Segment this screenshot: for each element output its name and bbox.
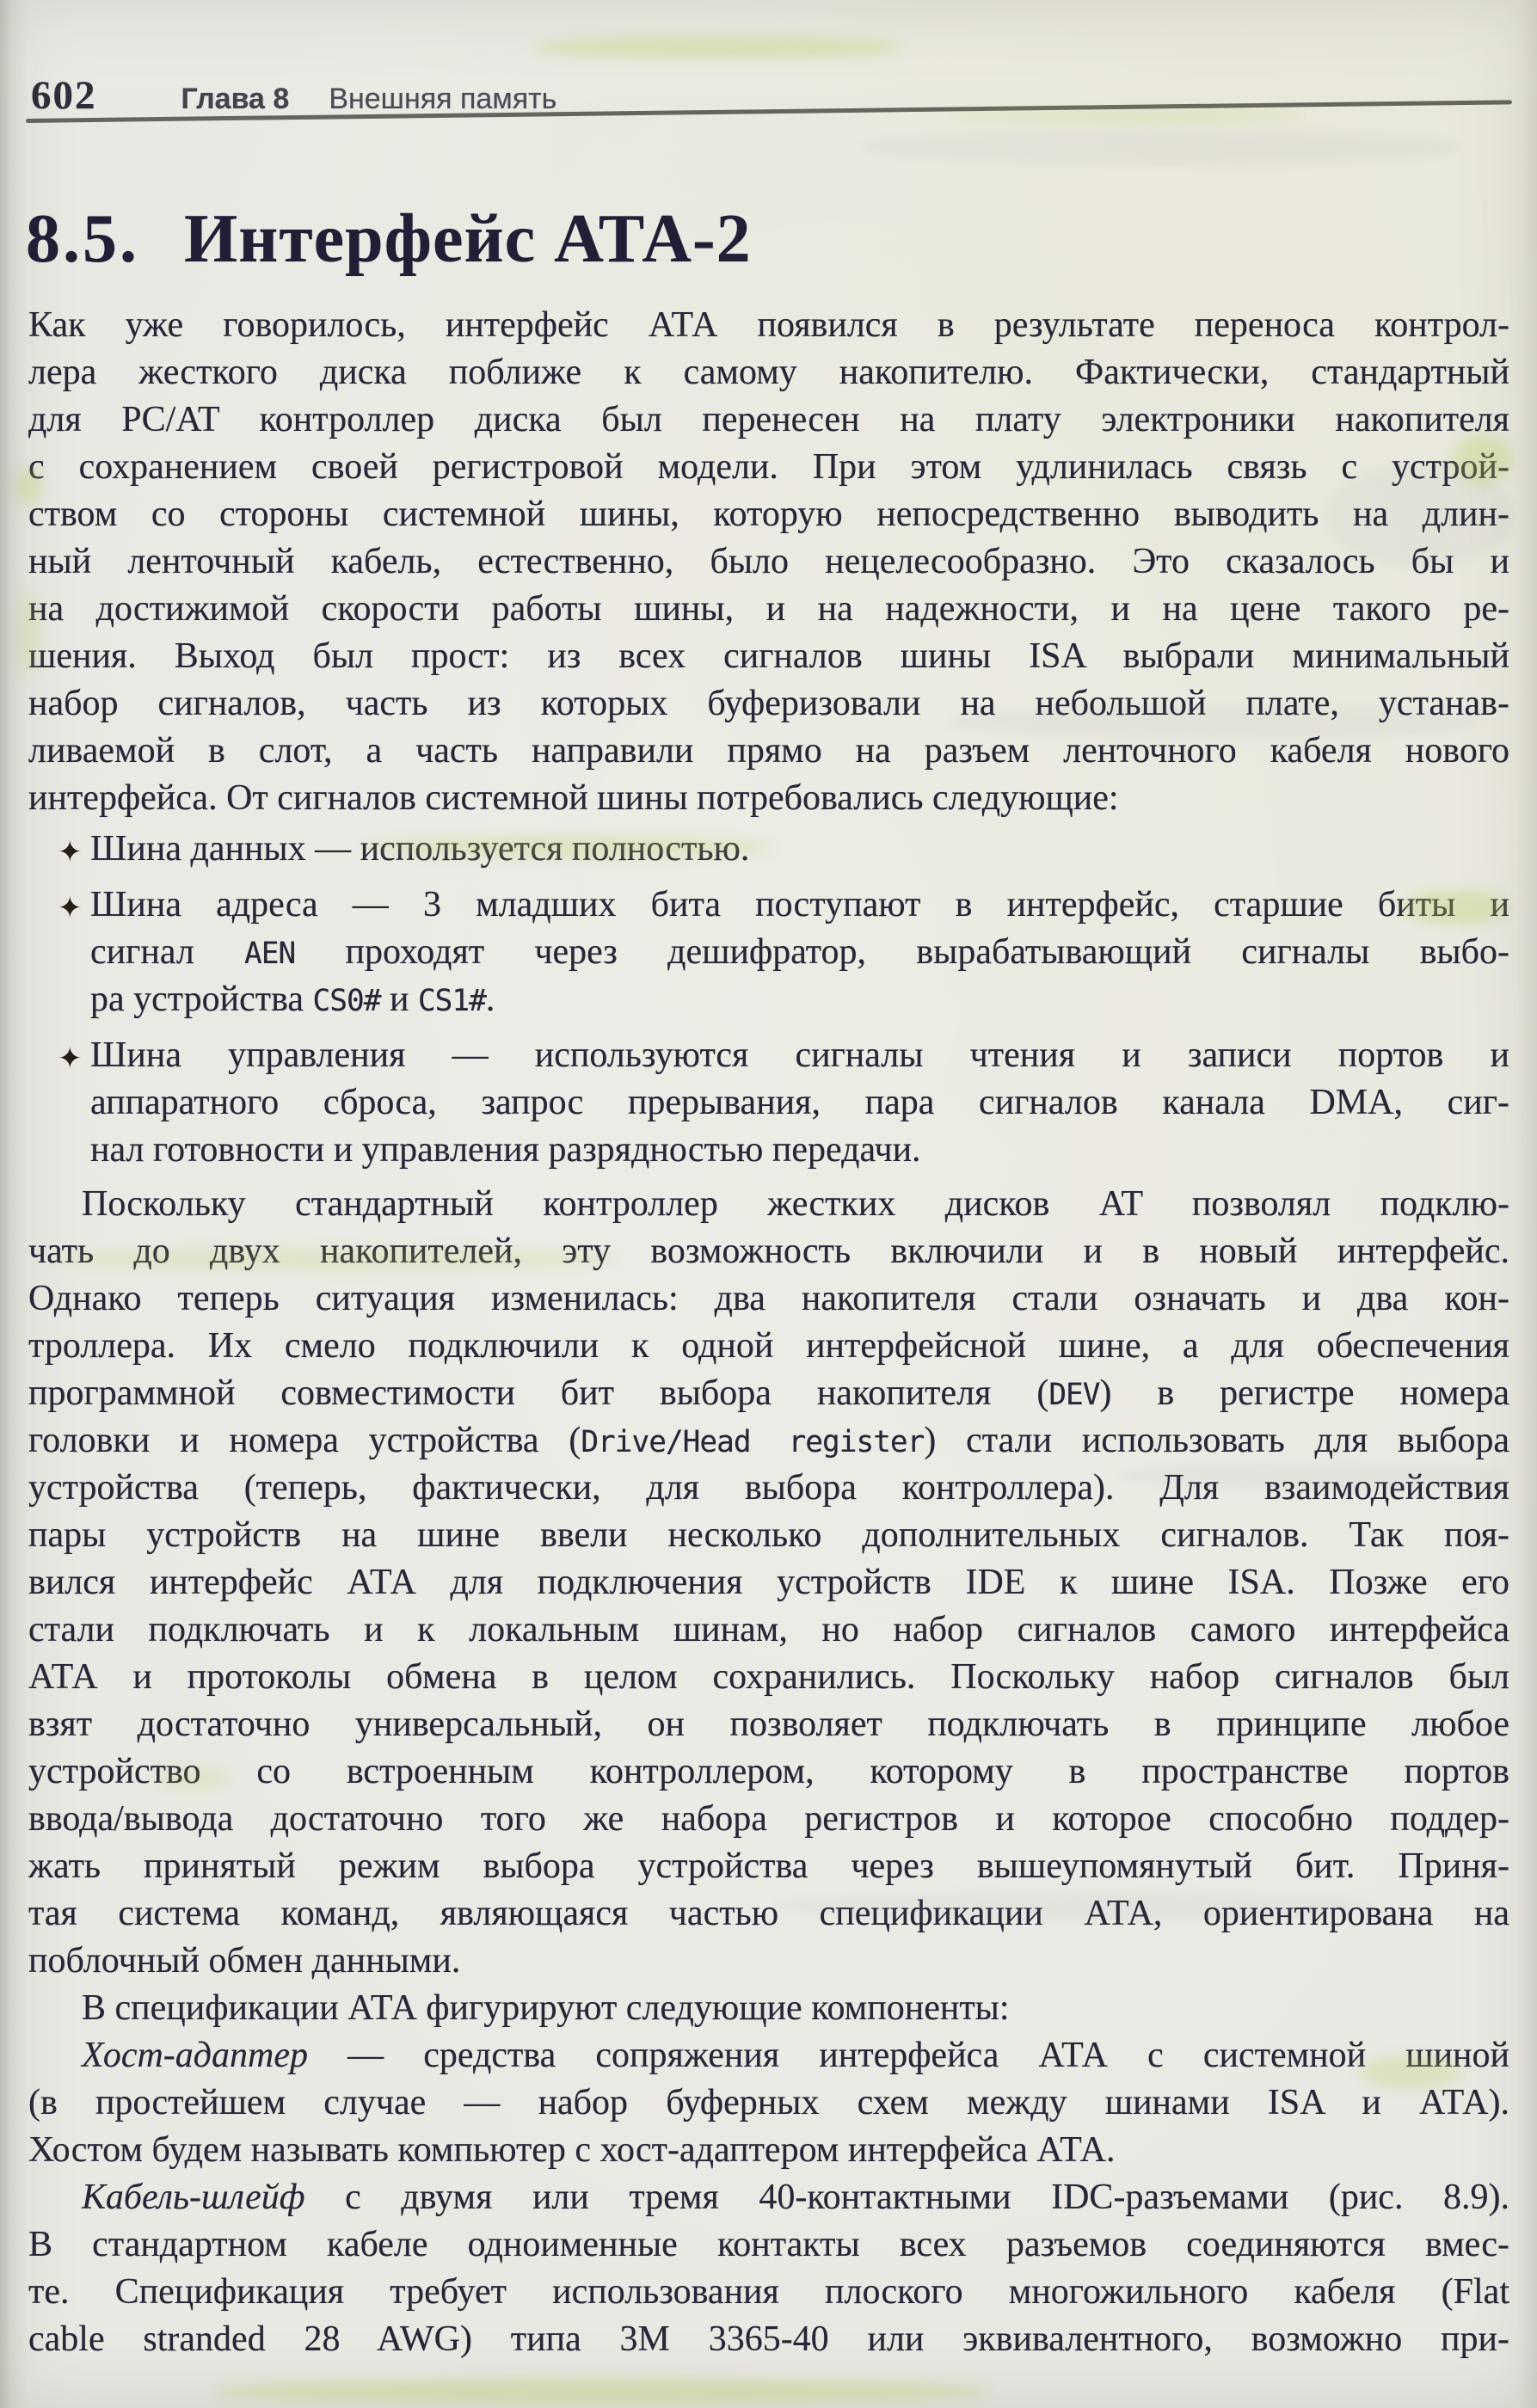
list-item — [28, 882, 1509, 1023]
body-text: лера жесткого диска поближе к самому накопителю. Фактически, стандартный — [28, 353, 1509, 392]
text-line — [28, 349, 1509, 396]
body-text: В стандартном кабеле одноименные контакты всех разъемов соединяются вмес- — [28, 2225, 1509, 2264]
code-text: Drive/Head register — [581, 1425, 925, 1459]
body-text: аппаратного сброса, запрос прерывания, пара сигналов канала DMA, сиг- — [90, 1083, 1509, 1122]
text-line — [28, 1079, 1509, 1127]
text-line — [28, 1985, 1509, 2032]
body-text: устройство со встроенным контроллером, которому в пространстве портов — [28, 1752, 1509, 1791]
body-text: проходят через дешифратор, вырабатывающий сигналы выбо- — [295, 932, 1509, 972]
text-line — [28, 1938, 1509, 1985]
text-line — [28, 1228, 1509, 1275]
text-line — [28, 882, 1509, 929]
text-line — [28, 1465, 1509, 1512]
text-line — [28, 1654, 1509, 1701]
text-line — [28, 826, 1509, 873]
highlight-bleed-mark — [946, 110, 1307, 122]
body-text: . — [485, 980, 495, 1019]
body-text: взят достаточно универсальный, он позволяет подключать в принципе любое — [28, 1705, 1509, 1744]
term-italic: Кабель-шлейф — [82, 2178, 305, 2217]
body-text: те. Спецификация требует использования плоского многожильного кабеля (Flat — [28, 2272, 1509, 2312]
body-text: троллера. Их смело подключили к одной интерфейсной шине, а для обеспечения — [28, 1326, 1509, 1366]
bullet-icon: ✦ — [58, 837, 83, 869]
bullet-icon: ✦ — [58, 1043, 83, 1075]
body-text: интерфейса. От сигналов системной шины потребовались следующие: — [28, 778, 1119, 818]
text-line — [28, 396, 1509, 444]
text-line — [28, 775, 1509, 822]
text-line — [28, 491, 1509, 538]
body-text: ) в регистре номера — [1099, 1373, 1509, 1413]
text-line — [28, 1748, 1509, 1796]
body-text: ливаемой в слот, а часть направили прямо на разъем ленточного кабеля нового — [28, 731, 1509, 771]
highlight-bleed-mark — [215, 2379, 989, 2405]
body-text: программной совместимости бит выбора накопителя ( — [28, 1373, 1049, 1413]
body-text: ством со стороны системной шины, которую непосредственно выводить на длин- — [28, 494, 1509, 534]
body-text: ) стали использовать для выбора — [924, 1421, 1509, 1460]
text-line — [28, 929, 1509, 976]
text-line — [28, 680, 1509, 728]
highlight-bleed-mark — [533, 36, 903, 58]
body-text: ра устройства — [90, 980, 313, 1019]
text-line — [28, 1370, 1509, 1417]
page-number: 602 — [31, 73, 97, 118]
text-line — [28, 2269, 1509, 2316]
body-text: Хостом будем называть компьютер с хост-адаптером интерфейса АТА. — [28, 2130, 1116, 2170]
bullet-icon: ✦ — [58, 893, 83, 924]
text-line — [28, 538, 1509, 586]
text-line — [28, 2127, 1509, 2174]
paragraph — [28, 1181, 1509, 1985]
body-text: набор сигналов, часть из которых буферизовали на небольшой плате, устанав- — [28, 684, 1509, 723]
section-heading — [26, 200, 752, 279]
text-flow — [28, 302, 1509, 2363]
code-text: CS0# — [312, 984, 381, 1018]
body-text: (в простейшем случае — набор буферных схем между шинами ISA и АТА). — [28, 2083, 1509, 2122]
text-line — [28, 1323, 1509, 1370]
text-line — [28, 633, 1509, 680]
text-line — [28, 1843, 1509, 1890]
text-line — [28, 2221, 1509, 2269]
text-line — [28, 1032, 1509, 1079]
body-text: ный ленточный кабель, естественно, было нецелесообразно. Это сказалось бы и — [28, 542, 1509, 581]
text-line — [28, 1417, 1509, 1465]
text-line — [28, 1181, 1509, 1228]
text-line — [28, 976, 1509, 1023]
text-line — [28, 586, 1509, 633]
running-head — [31, 72, 556, 119]
text-line — [28, 2079, 1509, 2127]
paragraph — [28, 302, 1509, 822]
body-text: с сохранением своей регистровой модели. При этом удлинилась связь с устрой- — [28, 447, 1509, 487]
text-line — [28, 1796, 1509, 1843]
body-text: нал готовности и управления разрядностью передачи. — [90, 1130, 921, 1170]
text-line — [28, 1606, 1509, 1654]
body-text: стали подключать и к локальным шинам, но набор сигналов самого интерфейса — [28, 1610, 1509, 1649]
text-line — [28, 1559, 1509, 1606]
body-text: чать до двух накопителей, эту возможность включили и в новый интерфейс. — [28, 1232, 1509, 1271]
code-text: CS1# — [417, 984, 486, 1018]
body-text: поблочный обмен данными. — [28, 1941, 461, 1981]
code-text: DEV — [1048, 1378, 1100, 1412]
body-text: пары устройств на шине ввели несколько дополнительных сигналов. Так поя- — [28, 1515, 1509, 1555]
text-line — [28, 1127, 1509, 1174]
chapter-label: Глава 8 — [181, 83, 290, 115]
section-number: 8.5. — [26, 201, 139, 277]
body-text: АТА и протоколы обмена в целом сохранились. Поскольку набор сигналов был — [28, 1657, 1509, 1697]
text-line — [28, 728, 1509, 775]
body-text: шения. Выход был прост: из всех сигналов шины ISA выбрали минимальный — [28, 636, 1509, 676]
text-line — [28, 2032, 1509, 2079]
paragraph — [28, 2174, 1509, 2363]
body-text: Однако теперь ситуация изменилась: два накопителя стали означать и два кон- — [28, 1279, 1509, 1318]
body-text: головки и номера устройства ( — [28, 1421, 581, 1460]
body-text: сигнал — [90, 932, 245, 972]
text-line — [28, 1701, 1509, 1748]
body-text: Поскольку стандартный контроллер жестких дисков AT позволял подклю- — [82, 1184, 1509, 1224]
body-text: вился интерфейс АТА для подключения устройств IDE к шине ISA. Позже его — [28, 1563, 1509, 1602]
list-item — [28, 826, 1509, 873]
paragraph — [28, 1985, 1509, 2032]
body-text: Как уже говорилось, интерфейс АТА появился в результате переноса контрол- — [28, 305, 1509, 345]
code-text: AEN — [244, 937, 296, 971]
chapter-title: Внешняя память — [329, 83, 557, 115]
body-text: на достижимой скорости работы шины, и на надежности, и на цене такого ре- — [28, 589, 1509, 629]
body-text: устройства (теперь, фактически, для выбора контроллера). Для взаимодействия — [28, 1468, 1509, 1508]
body-text: Шина адреса — 3 младших бита поступают в интерфейс, старшие биты и — [90, 885, 1509, 924]
body-text: тая система команд, являющаяся частью спецификации АТА, ориентирована на — [28, 1894, 1509, 1933]
list-item — [28, 1032, 1509, 1174]
text-line — [28, 1512, 1509, 1559]
section-title: Интерфейс АТА-2 — [184, 201, 752, 277]
body-text: В спецификации АТА фигурируют следующие компоненты: — [82, 1988, 1010, 2028]
body-text: — средства сопряжения интерфейса АТА с системной шиной — [308, 2036, 1509, 2075]
text-line — [28, 1890, 1509, 1938]
body-text: cable stranded 28 AWG) типа 3M 3365-40 или эквивалентного, возможно при- — [28, 2319, 1509, 2359]
body-text: Шина управления — используются сигналы чтения и записи портов и — [90, 1035, 1509, 1075]
text-line — [28, 444, 1509, 491]
paragraph — [28, 2032, 1509, 2174]
body-text: Шина данных — используется полностью. — [90, 829, 750, 869]
body-text: жать принятый режим выбора устройства через вышеупомянутый бит. Приня- — [28, 1846, 1509, 1886]
ghost-text-bleed — [860, 129, 1462, 165]
body-text: ввода/вывода достаточно того же набора регистров и которое способно поддер- — [28, 1799, 1509, 1839]
text-line — [28, 2316, 1509, 2363]
term-italic: Хост-адаптер — [82, 2036, 308, 2075]
body-text: и — [380, 980, 418, 1019]
body-text: для PC/AT контроллер диска был перенесен на плату электроники накопителя — [28, 400, 1509, 439]
text-line — [28, 302, 1509, 349]
text-line — [28, 2174, 1509, 2221]
body-text: с двумя или тремя 40-контактными IDC-разъемами (рис. 8.9). — [304, 2178, 1509, 2217]
text-line — [28, 1275, 1509, 1323]
